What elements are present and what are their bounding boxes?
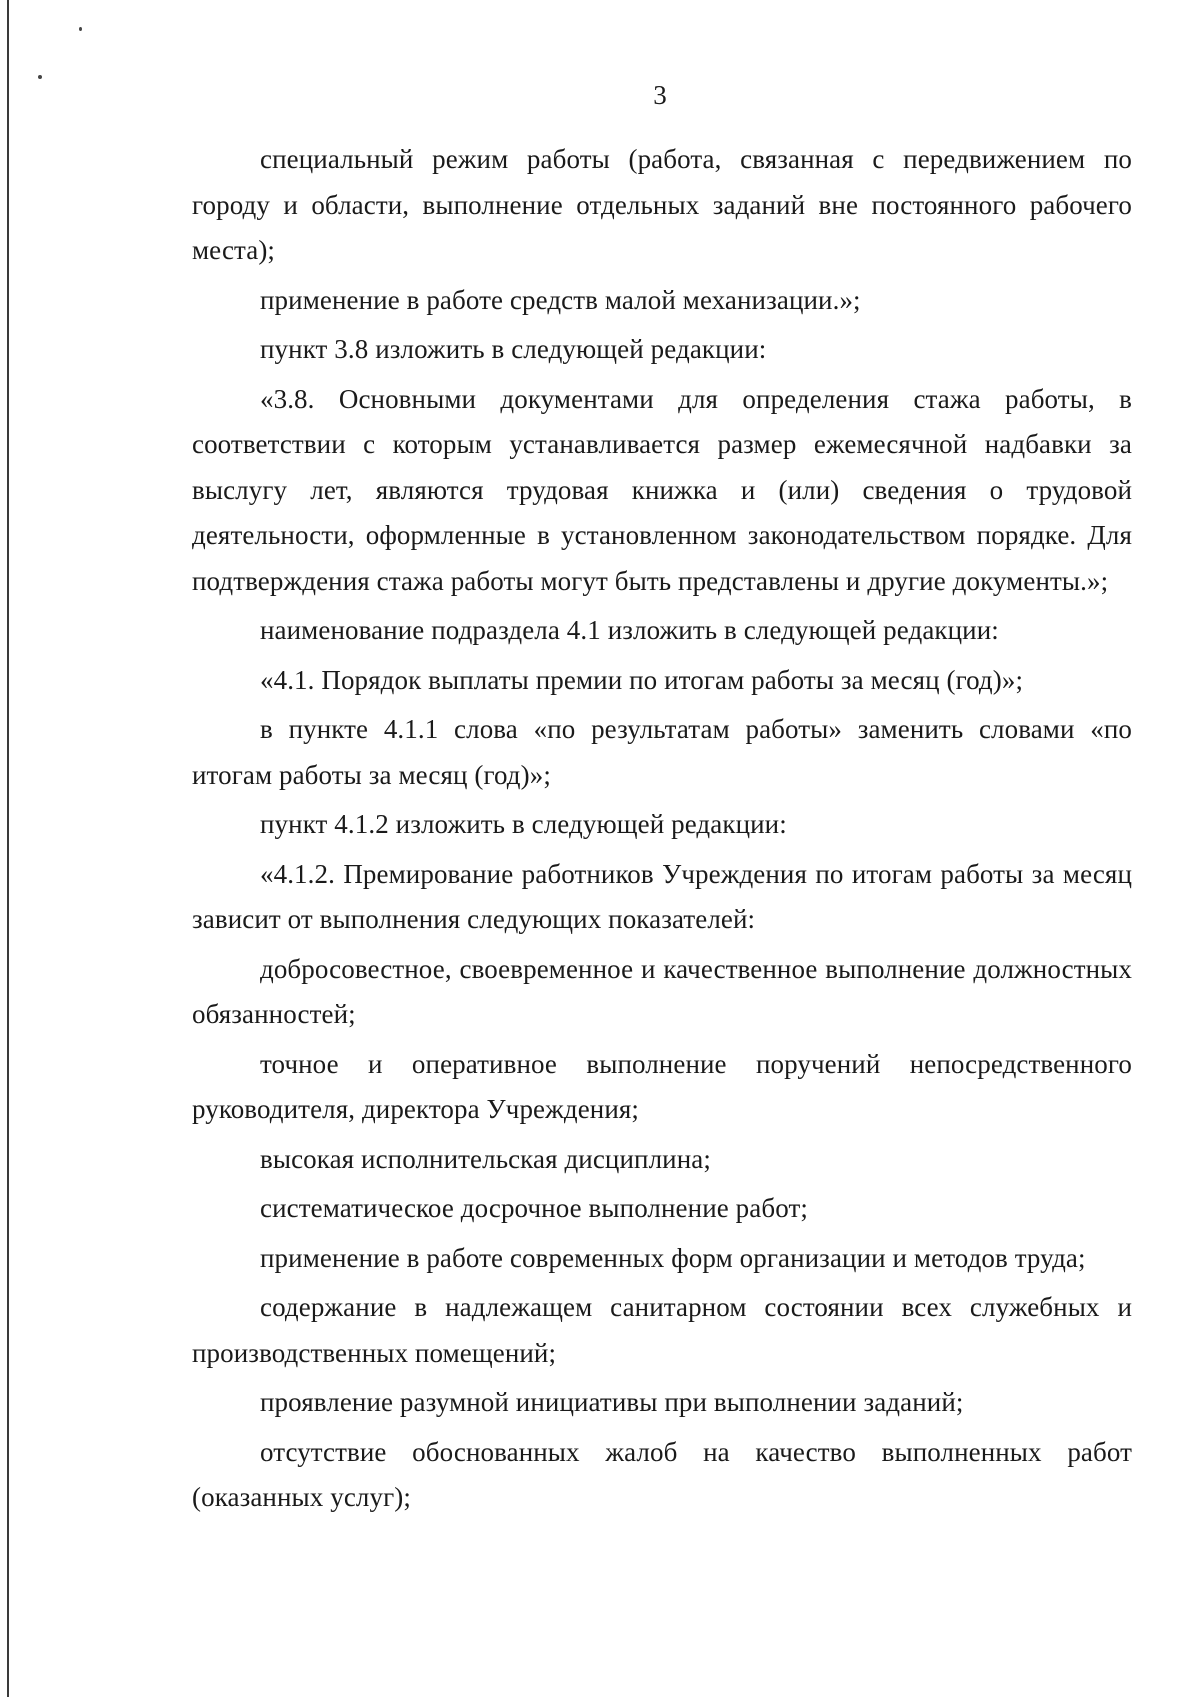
scan-border-line bbox=[7, 0, 9, 1697]
list-item-conscientious-duties: добросовестное, своевременное и качественное выполнение должностных обязанностей; bbox=[192, 953, 1132, 1029]
list-item-initiative: проявление разумной инициативы при выполнении заданий; bbox=[260, 1387, 964, 1417]
scan-speck bbox=[79, 27, 82, 31]
list-item-early-completion: систематическое досрочное выполнение работ; bbox=[260, 1193, 808, 1223]
list-item-sanitary-condition: содержание в надлежащем санитарном состоянии всех служебных и производственных помещений; bbox=[192, 1292, 1132, 1368]
paragraph-item-3-8-intro: пункт 3.8 изложить в следующей редакции: bbox=[260, 334, 767, 364]
paragraph-subsection-4-1-intro: наименование подраздела 4.1 изложить в следующей редакции: bbox=[260, 615, 999, 645]
list-item-modern-methods: применение в работе современных форм организации и методов труда; bbox=[260, 1242, 1086, 1273]
paragraph-item-4-1-2-text: «4.1.2. Премирование работников Учреждения по итогам работы за месяц зависит от выполнения следующих показателей: bbox=[192, 858, 1132, 934]
page-number: 3 bbox=[653, 80, 667, 110]
document-body bbox=[192, 137, 1132, 1525]
paragraph-special-work-mode: специальный режим работы (работа, связанная с передвижением по городу и области, выполнение отдельных заданий вне постоянного рабочего места); bbox=[192, 144, 1132, 265]
paragraph-subsection-4-1-title: «4.1. Порядок выплаты премии по итогам работы за месяц (год)»; bbox=[260, 664, 1024, 695]
paragraph-item-3-8-text: «3.8. Основными документами для определения стажа работы, в соответствии с которым устанавливается размер ежемесячной надбавки за выслугу лет, являются трудовая книжка и (или) сведения о трудовой деятельности, оформленные в установленном законодательством порядке. Для подтверждения стажа работы могут быть представлены и другие документы.»; bbox=[192, 383, 1132, 596]
list-item-prompt-orders: точное и оперативное выполнение поручений непосредственного руководителя, директора Учреждения; bbox=[192, 1048, 1132, 1124]
paragraph-item-4-1-1: в пункте 4.1.1 слова «по результатам работы» заменить словами «по итогам работы за месяц (год)»; bbox=[192, 714, 1132, 790]
paragraph-small-mechanization: применение в работе средств малой механизации.»; bbox=[260, 284, 861, 315]
list-item-discipline: высокая исполнительская дисциплина; bbox=[260, 1143, 711, 1174]
list-item-no-complaints: отсутствие обоснованных жалоб на качество выполненных работ (оказанных услуг); bbox=[192, 1436, 1132, 1512]
paragraph-item-4-1-2-intro: пункт 4.1.2 изложить в следующей редакции: bbox=[260, 809, 787, 839]
